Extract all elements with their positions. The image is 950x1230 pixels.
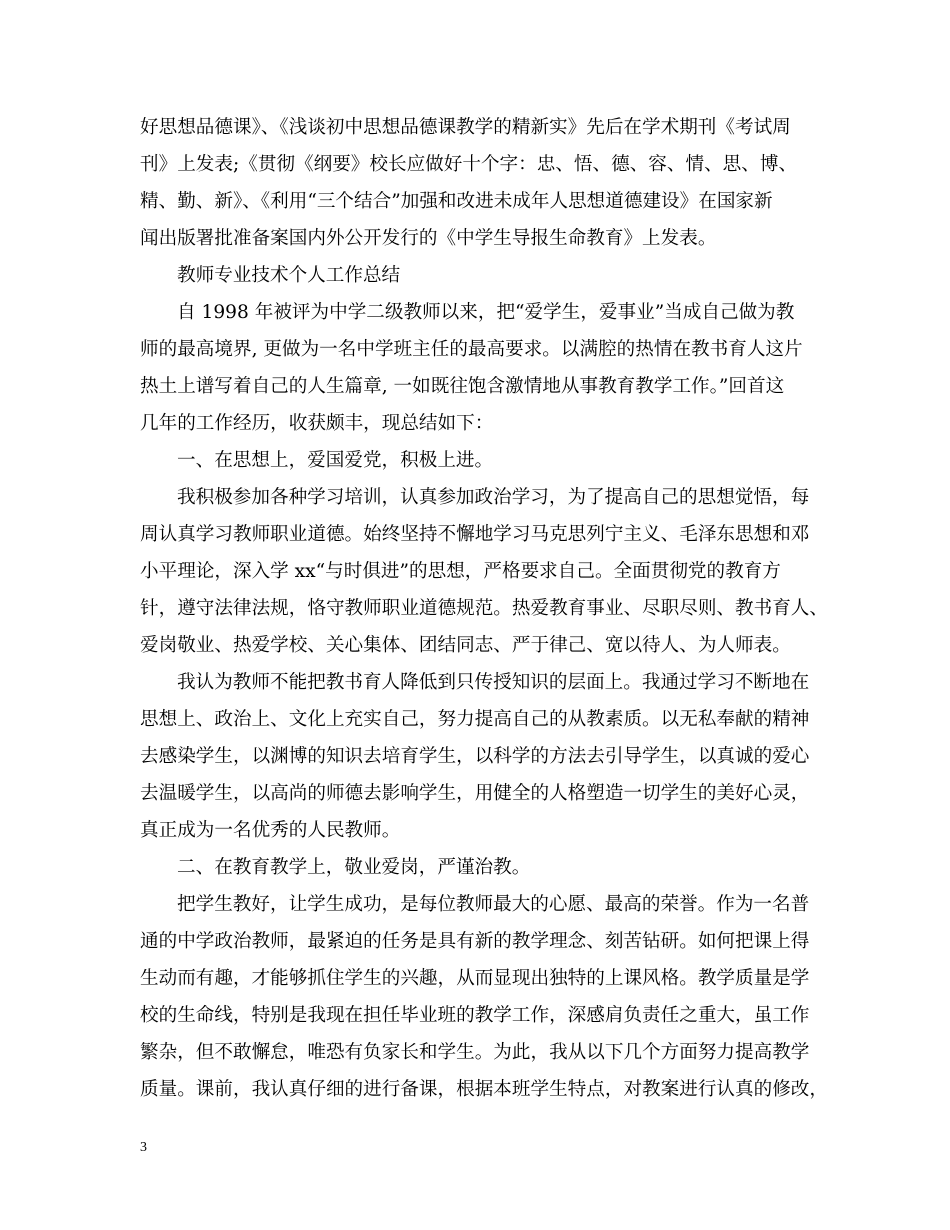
section-title: 教师专业技术个人工作总结 <box>177 265 401 286</box>
page-number: 3 <box>140 1140 147 1155</box>
paragraph-start: 把学生教好，让学生成功，是每位教师最大的心愿、最高的荣誉。作为一名普 <box>177 894 810 915</box>
text-line: 热土上谱写着自己的人生篇章, 一如既往饱含激情地从事教育教学工作。”回首这 <box>140 376 785 397</box>
text-line: 爱岗敬业、热爱学校、关心集体、团结同志、严于律己、宽以待人、为人师表。 <box>140 635 791 656</box>
text-line: 繁杂，但不敢懈怠，唯恐有负家长和学生。为此，我从以下几个方面努力提高教学 <box>140 1042 810 1063</box>
text-line: 精、勤、新》、《利用“三个结合”加强和改进未成年人思想道德建设》在国家新 <box>140 191 773 212</box>
text-line: 质量。课前，我认真仔细的进行备课，根据本班学生特点，对教案进行认真的修改， <box>140 1079 828 1100</box>
paragraph-start: 我认为教师不能把教书育人降低到只传授知识的层面上。我通过学习不断地在 <box>177 672 810 693</box>
paragraph-start: 自 1998 年被评为中学二级教师以来，把“爱学生，爱事业”当成自己做为教 <box>177 302 795 323</box>
text-line: 闻出版署批准备案国内外公开发行的《中学生导报生命教育》上发表。 <box>140 228 717 249</box>
text-line: 校的生命线，特别是我现在担任毕业班的教学工作，深感肩负责任之重大，虽工作 <box>140 1005 810 1026</box>
text-line: 小平理论，深入学 xx“与时俱进”的思想，严格要求自己。全面贯彻党的教育方 <box>140 561 781 582</box>
text-line: 针，遵守法律法规，恪守教师职业道德规范。热爱教育事业、尽职尽则、教书育人、 <box>140 598 828 619</box>
text-line: 刊》上发表;《贯彻《纲要》校长应做好十个字：忠、悟、德、容、情、思、博、 <box>140 154 798 175</box>
text-line: 去温暖学生，以高尚的师德去影响学生，用健全的人格塑造一切学生的美好心灵， <box>140 783 810 804</box>
text-line: 好思想品德课》、《浅谈初中思想品德课教学的精新实》先后在学术期刊《考试周 <box>140 117 791 138</box>
text-line: 生动而有趣，才能够抓住学生的兴趣，从而显现出独特的上课风格。教学质量是学 <box>140 968 810 989</box>
paragraph-start: 我积极参加各种学习培训，认真参加政治学习，为了提高自己的思想觉悟，每 <box>177 487 810 508</box>
text-line: 师的最高境界, 更做为一名中学班主任的最高要求。以满腔的热情在教书育人这片 <box>140 339 803 360</box>
text-line: 去感染学生，以渊博的知识去培育学生，以科学的方法去引导学生，以真诚的爱心 <box>140 746 810 767</box>
section-heading: 一、在思想上，爱国爱党，积极上进。 <box>177 450 494 471</box>
text-line: 思想上、政治上、文化上充实自己，努力提高自己的从教素质。以无私奉献的精神 <box>140 709 810 730</box>
text-line: 真正成为一名优秀的人民教师。 <box>140 820 401 841</box>
section-heading: 二、在教育教学上，敬业爱岗，严谨治教。 <box>177 857 531 878</box>
text-line: 几年的工作经历，收获颇丰，现总结如下： <box>140 413 494 434</box>
text-line: 周认真学习教师职业道德。始终坚持不懈地学习马克思列宁主义、毛泽东思想和邓 <box>140 524 810 545</box>
text-line: 通的中学政治教师，最紧迫的任务是具有新的教学理念、刻苦钻研。如何把课上得 <box>140 931 810 952</box>
